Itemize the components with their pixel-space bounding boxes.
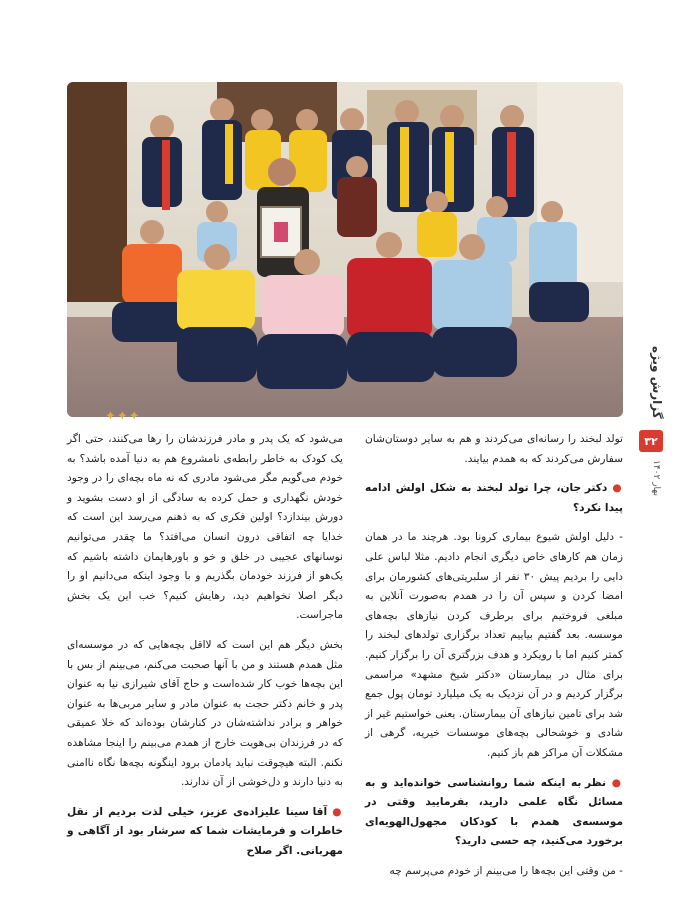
group-photo-icon — [67, 82, 623, 417]
answer-paragraph: - من وقتی این بچه‌ها را می‌بینم از خودم می‌پرسم چه — [389, 864, 623, 877]
paragraph: می‌شود که یک پدر و مادر فرزندشان را رها می‌کنند، حتی اگر یک کودک به خاطر رابطه‌ی نامشروع هم به دنیا آمده باشد؟ به خودم می‌گویم مگر می‌شود مادری که نه ماه بچه‌ای را در وجود خودش نگهداری و حمل کرده به سادگی از او دست بشوید و دورش بیندازد؟ اولین فکری که به ذهنم می‌رسد این است که خدایا چه اتفاقی درون انسان می‌افتد؟ ما چقدر می‌توانیم نوسانهای عجیبی در خلق و خو و باورهایمان داشته باشیم که یک‌هو از فرزند خودمان بگذریم و با وجود اینکه می‌دانیم او را دیگر اصلا نخواهیم دید، رهایش کنیم؟ خب این یک بخش ماجراست. — [67, 433, 343, 622]
bullet-icon: ● — [605, 776, 623, 789]
question-heading — [365, 479, 623, 518]
paragraph: تولد لبخند را رسانه‌ای می‌کردند و هم به سایر دوستان‌شان سفارش می‌کردند که به همدم بیایند. — [365, 433, 623, 465]
group-photo — [67, 82, 623, 417]
right-column — [365, 430, 623, 891]
page-number: ۳۲ — [639, 430, 663, 452]
paragraph: بخش دیگر هم این است که لااقل بچه‌هایی که در موسسه‌ای مثل همدم هستند و من با آنها صحبت می‌کنم، می‌بینم از بس با این بچه‌ها خوب کار شده‌است و حاج آقای شیرازی نیا به عنوان پدر و خانم دکتر حجت به عنوان مادر و سایر مربی‌ها به عنوان خواهر و برادر نداشته‌شان در کنارشان بوده‌اند که خلا عمیقی که در فرزندان بی‌هویت خارج از همدم می‌بینم را اینجا مشاهده نکنم. البته هیچوقت نباید یادمان برود اینگونه بچه‌ها نگاه ناامنی به دنیا دارند و دل‌خوشی از آن ندارند. — [67, 638, 343, 789]
decor-stars: ✦✦✦ — [105, 409, 141, 424]
section-title: گزارش ویژه — [650, 346, 664, 419]
question-heading — [365, 774, 623, 852]
question-text: آقا سینا علیزاده‌ی عزیز، خیلی لذت بردیم از نقل خاطرات و فرمایشات شما که سرشار بود از آگاهی و مهربانی. اگر صلاح — [67, 805, 343, 857]
bullet-icon: ● — [607, 482, 623, 495]
issue-label: بهار ۱۴۰۲ — [651, 460, 661, 496]
bullet-icon: ● — [327, 805, 343, 818]
question-heading — [67, 803, 343, 862]
question-text: دکتر جان، چرا تولد لبخند به شکل اولش ادامه پیدا نکرد؟ — [365, 482, 623, 514]
left-column — [67, 430, 343, 871]
answer-paragraph: - دلیل اولش شیوع بیماری کرونا بود. هرچند ما در همان زمان هم کارهای خاص دیگری انجام دادیم. مثلا لباس علی دایی را بردیم پیش ۳۰ نفر از سلبریتی‌های کشورمان برای امضا کردن و سپس آن را در همدم به‌صورت آنلاین به مبلغی فروختیم برای برطرف کردن نیازهای بچه‌های موسسه. بعد گفتیم بیاییم تعداد برگزاری تولدهای لبخند را کمتر کنیم اما با رویکرد و هدف بزرگتری آن را برگزار کنیم. برای مثال در بیمارستان «دکتر شیخ مشهد» مراسمی برگزار کردیم و در آن نزدیک به یک میلیارد تومان پول جمع شد برای تامین نیازهای آن بیمارستان. یعنی خواستیم غیر از شادی و خوشحالی بچه‌های موسسات خیریه، گرهی از مشکلات آن مراکز هم باز کنیم. — [365, 531, 623, 759]
question-text: نظر به اینکه شما روانشناسی خوانده‌اید و به مسائل نگاه علمی دارید، بفرمایید وقتی در موسسه‌ی همدم با کودکان مجهول‌الهویه‌ای برخورد می‌کنید، چه حسی دارید؟ — [365, 776, 623, 848]
